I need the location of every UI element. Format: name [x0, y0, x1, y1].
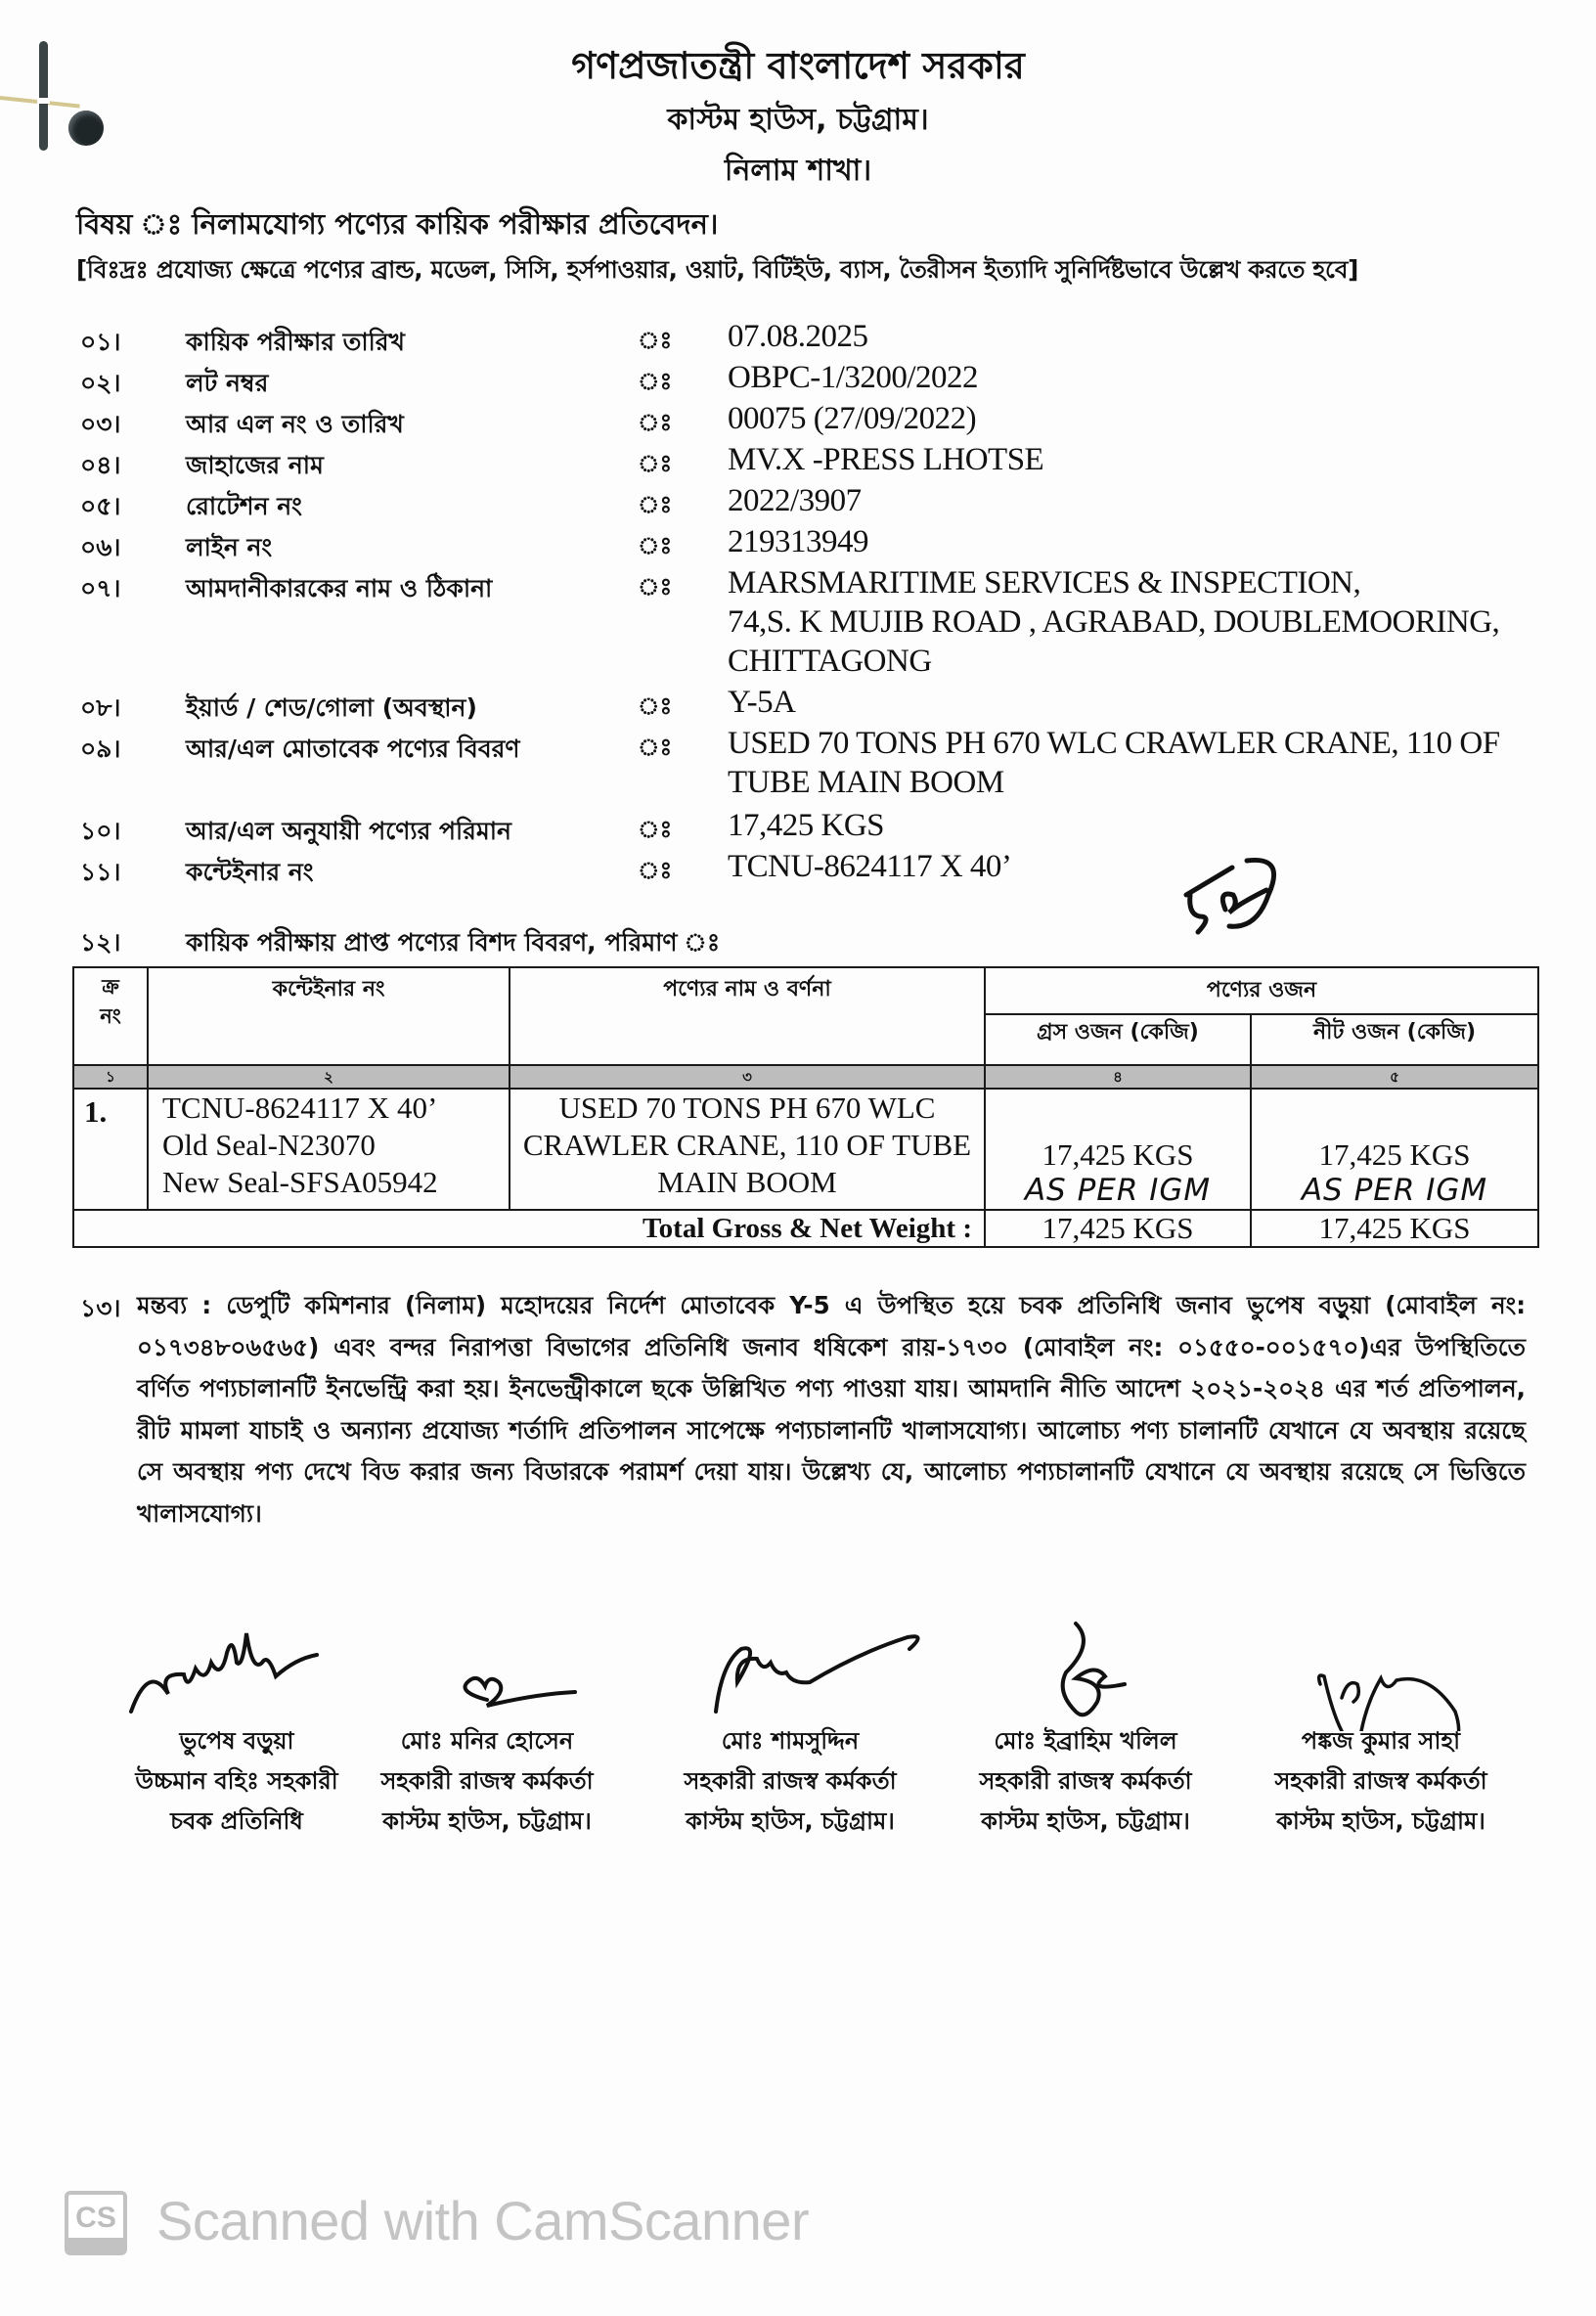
handwritten-initial-mark — [1178, 856, 1325, 944]
header-gross-weight: গ্রস ওজন (কেজি) — [985, 1014, 1251, 1065]
net-weight-value: 17,425 KGS — [1318, 1137, 1471, 1172]
info-row-value — [728, 683, 796, 722]
total-row — [73, 1210, 1538, 1247]
info-row-value-line: MARSMARITIME SERVICES & INSPECTION, — [728, 565, 1361, 601]
new-seal: New Seal-SFSA05942 — [162, 1165, 438, 1199]
info-row-label: রোটেশন নং — [186, 492, 302, 520]
info-row-value-line: Y-5A — [728, 685, 796, 720]
info-row-number: ০৩। — [80, 410, 121, 438]
column-number: ৩ — [510, 1065, 985, 1089]
total-net-weight: 17,425 KGS — [1251, 1210, 1538, 1247]
container-number: TCNU-8624117 X 40’ — [162, 1091, 438, 1125]
signature-block — [340, 1604, 634, 1842]
net-weight-handwritten-note: AS PER IGM — [1301, 1173, 1488, 1208]
signatory-office: কাস্টম হাউস, চট্টগ্রাম। — [981, 1807, 1190, 1835]
cell-gross-weight — [985, 1089, 1251, 1210]
info-row-value-line: 74,S. K MUJIB ROAD , AGRABAD, DOUBLEMOORING, — [728, 604, 1500, 640]
total-label: Total Gross & Net Weight : — [73, 1210, 985, 1247]
total-gross-weight: 17,425 KGS — [985, 1210, 1251, 1247]
signature-block — [643, 1604, 937, 1842]
info-row-label: লট নম্বর — [186, 369, 269, 397]
header-weight: পণ্যের ওজন — [985, 967, 1538, 1014]
info-row-label: ইয়ার্ড / শেড/গোলা (অবস্থান) — [186, 693, 477, 722]
info-row-number: ০২। — [80, 369, 121, 397]
info-row-value-line: USED 70 TONS PH 670 WLC CRAWLER CRANE, 110 OF — [728, 726, 1500, 761]
info-row-value-line: OBPC-1/3200/2022 — [728, 360, 979, 395]
signature-mark — [1234, 1604, 1528, 1731]
info-row-number: ০৭। — [80, 574, 121, 602]
info-row-value — [728, 522, 868, 561]
info-row-value-line: 17,425 KGS — [728, 808, 885, 843]
column-number: ৪ — [985, 1065, 1251, 1089]
info-row-separator: ঃ — [638, 734, 673, 761]
info-row-value-line: 00075 (27/09/2022) — [728, 401, 977, 436]
info-row-number: ০৬। — [80, 533, 121, 561]
signatory-designation: সহকারী রাজস্ব কর্মকর্তা — [684, 1767, 897, 1795]
gross-weight-handwritten-note: AS PER IGM — [1024, 1173, 1212, 1208]
info-row-separator: ঃ — [638, 327, 673, 354]
info-row-value-line: MV.X -PRESS LHOTSE — [728, 442, 1044, 477]
signature-block — [1234, 1604, 1528, 1842]
remarks-number: ১৩। — [80, 1294, 121, 1322]
info-row-separator: ঃ — [638, 816, 673, 843]
cell-serial: 1. — [73, 1089, 148, 1210]
info-row-number: ১০। — [80, 817, 121, 845]
info-row-label: কায়িক পরীক্ষার তারিখ — [186, 328, 405, 356]
column-number: ৫ — [1251, 1065, 1538, 1089]
table-row — [73, 1089, 1538, 1210]
signature-block — [90, 1604, 383, 1842]
signature-mark — [939, 1604, 1232, 1731]
cell-container — [148, 1089, 510, 1210]
column-number-row — [73, 1065, 1538, 1089]
camscanner-watermark: Scanned with CamScanner — [156, 2190, 810, 2251]
info-row-number: ০৫। — [80, 492, 121, 520]
info-row-value — [728, 847, 1011, 886]
signatory-office: কাস্টম হাউস, চট্টগ্রাম। — [1276, 1807, 1485, 1835]
inspection-table — [72, 966, 1539, 1248]
info-row-number: ০৪। — [80, 451, 121, 479]
info-row-label: জাহাজের নাম — [186, 451, 324, 479]
info-row-value — [728, 317, 868, 356]
subject-line: বিষয় ঃ নিলামযোগ্য পণ্যের কায়িক পরীক্ষার প্রতিবেদন। — [76, 207, 719, 241]
info-row-number: ০১। — [80, 328, 121, 356]
signature-block — [939, 1604, 1232, 1842]
info-row-value-line: TCNU-8624117 X 40’ — [728, 849, 1012, 884]
info-row-value — [728, 806, 884, 845]
signatory-office: চবক প্রতিনিধি — [170, 1807, 303, 1835]
signatory-name: ভুপেষ বড়ুয়া — [179, 1727, 294, 1755]
header-branch: নিলাম শাখা। — [724, 154, 872, 188]
info-row-number: ১১। — [80, 858, 121, 886]
column-number: ১ — [73, 1065, 148, 1089]
signatory-office: কাস্টম হাউস, চট্টগ্রাম। — [686, 1807, 895, 1835]
info-row-value — [728, 563, 1499, 681]
signatory-designation: সহকারী রাজস্ব কর্মকর্তা — [380, 1767, 594, 1795]
column-number: ২ — [148, 1065, 510, 1089]
info-row-label: লাইন নং — [186, 533, 273, 561]
info-row-value-line: 2022/3907 — [728, 483, 862, 518]
old-seal: Old Seal-N23070 — [162, 1128, 376, 1162]
info-row-value — [728, 399, 976, 438]
info-row-label: আর এল নং ও তারিখ — [186, 410, 404, 438]
info-row-separator: ঃ — [638, 368, 673, 395]
info-row-number: ০৮। — [80, 693, 121, 722]
signatory-office: কাস্টম হাউস, চট্টগ্রাম। — [382, 1807, 592, 1835]
info-row-value — [728, 481, 862, 520]
section-12-heading — [80, 923, 721, 965]
camscanner-logo-icon: CS — [65, 2191, 127, 2255]
header-government: গণপ্রজাতন্ত্রী বাংলাদেশ সরকার — [571, 44, 1025, 87]
signatory-name: পঙ্কজ কুমার সাহা — [1301, 1727, 1461, 1755]
signatory-name: মোঃ মনির হোসেন — [400, 1727, 574, 1755]
info-row-separator: ঃ — [638, 409, 673, 436]
info-row-value — [728, 358, 978, 397]
info-row-value-line: CHITTAGONG — [728, 644, 932, 679]
info-row-value — [728, 440, 1043, 479]
info-row-separator: ঃ — [638, 532, 673, 559]
header-net-weight: নীট ওজন (কেজি) — [1251, 1014, 1538, 1065]
cell-net-weight — [1251, 1089, 1538, 1210]
info-row-label: কন্টেইনার নং — [186, 858, 314, 886]
info-row-number: ০৯। — [80, 735, 121, 763]
signatory-designation: সহকারী রাজস্ব কর্মকর্তা — [1274, 1767, 1487, 1795]
header-serial: ক্র নং — [73, 967, 148, 1065]
info-row-value-line: 07.08.2025 — [728, 319, 868, 354]
info-row-label: আর/এল অনুযায়ী পণ্যের পরিমান — [186, 817, 511, 845]
header-container: কন্টেইনার নং — [148, 967, 510, 1065]
section-12-number: ১২। — [80, 928, 121, 957]
info-row-label: আর/এল মোতাবেক পণ্যের বিবরণ — [186, 735, 520, 763]
info-row-separator: ঃ — [638, 692, 673, 720]
signatory-designation: উচ্চমান বহিঃ সহকারী — [135, 1767, 338, 1795]
info-row-value-line: 219313949 — [728, 524, 868, 559]
info-row-value — [728, 724, 1500, 802]
signature-mark — [340, 1604, 634, 1731]
info-row-separator: ঃ — [638, 450, 673, 477]
section-12-title: কায়িক পরীক্ষায় প্রাপ্ত পণ্যের বিশদ বিবরণ, পরিমাণ ঃ — [186, 928, 721, 957]
signature-mark — [643, 1604, 937, 1731]
info-row-value-line: TUBE MAIN BOOM — [728, 765, 1004, 800]
info-row-label: আমদানীকারকের নাম ও ঠিকানা — [186, 574, 493, 602]
info-row-separator: ঃ — [638, 491, 673, 518]
signatory-name: মোঃ ইব্রাহিম খলিল — [994, 1727, 1177, 1755]
info-row-separator: ঃ — [638, 573, 673, 601]
signatory-name: মোঃ শামসুদ্দিন — [721, 1727, 860, 1755]
instruction-note: [বিঃদ্রঃ প্রযোজ্য ক্ষেত্রে পণ্যের ব্রান্ড, মডেল, সিসি, হর্সপাওয়ার, ওয়াট, বিটিইউ, ব্যাস, তৈরীসন ইত্যাদি সুনির্দিষ্টভাবে উল্লেখ করতে হবে] — [76, 255, 1359, 284]
gross-weight-value: 17,425 KGS — [1042, 1137, 1194, 1172]
header-description: পণ্যের নাম ও বর্ণনা — [510, 967, 985, 1065]
remarks-text: মন্তব্য : ডেপুটি কমিশনার (নিলাম) মহোদয়ের নির্দেশ মোতাবেক Y-5 এ উপস্থিত হয়ে চবক প্রতিনিধি জনাব ভুপেষ বড়ুয়া (মোবাইল নং: ০১৭৩৪৮০৬৫৬৫) এবং বন্দর নিরাপত্তা বিভাগের প্রতিনিধি জনাব ধষিকেশ রায়-১৭৩০ (মোবাইল নং: ০১৫৫০-০০১৫৭০)এর উপস্থিতিতে বর্ণিত পণ্যচালানটি ইনভেন্ট্রি করা হয়। ইনভেন্ট্রীকালে ছকে উল্লিখিত পণ্য পাওয়া যায়। আমদানি নীতি আদেশ ২০২১-২০২৪ এর শর্ত প্রতিপালন, রীট মামলা যাচাই ও অন্যান্য প্রযোজ্য শর্তাদি প্রতিপালন সাপেক্ষে পণ্যচালানটি খালাসযোগ্য। আলোচ্য পণ্য চালানটি যেখানে যে অবস্থায় রয়েছে সে অবস্থায় পণ্য দেখে বিড করার জন্য বিডারকে পরামর্শ দেয়া যায়। উল্লেখ্য যে, আলোচ্য পণ্যচালানটি যেখানে যে অবস্থায় রয়েছে সে ভিত্তিতে খালাসযোগ্য। — [137, 1291, 1526, 1528]
info-row-separator: ঃ — [638, 857, 673, 884]
cell-description: USED 70 TONS PH 670 WLC CRAWLER CRANE, 110 OF TUBE MAIN BOOM — [510, 1089, 985, 1210]
header-office: কাস্টম হাউস, চট্টগ্রাম। — [667, 103, 929, 137]
signatory-designation: সহকারী রাজস্ব কর্মকর্তা — [979, 1767, 1192, 1795]
signature-mark — [90, 1604, 383, 1731]
